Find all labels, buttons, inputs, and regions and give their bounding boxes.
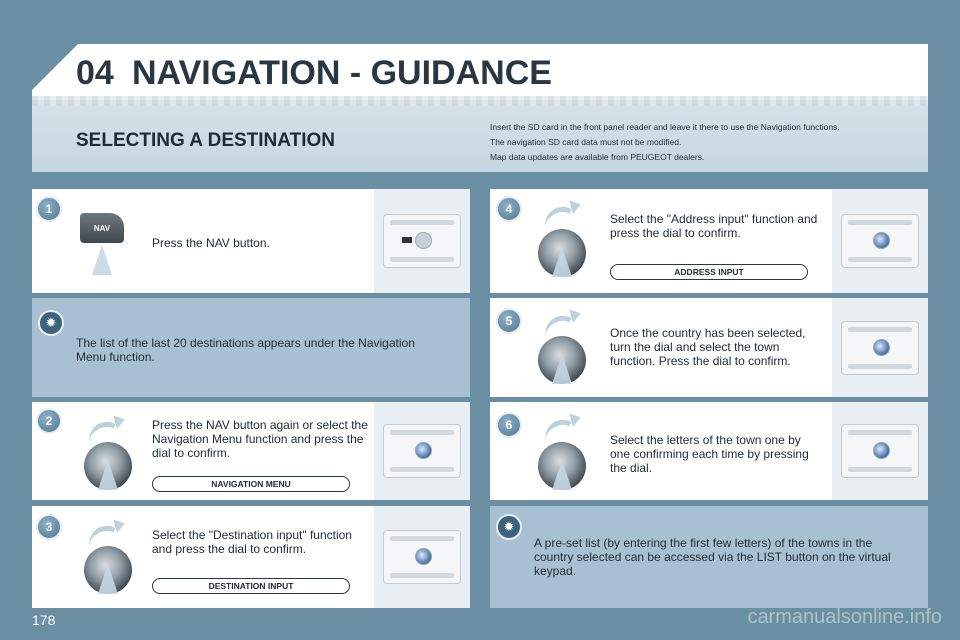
notes-block (490, 120, 920, 165)
step-4-badge: 4 (496, 196, 522, 222)
band-decoration (32, 96, 928, 106)
tip-1-panel (32, 298, 470, 397)
radio-unit-icon (841, 424, 919, 478)
step-5-text: Once the country has been selected, turn the dial and select the town function. Press the dial to confirm. (610, 326, 806, 368)
nav-key-label: NAV (93, 223, 111, 233)
step-6-panel (490, 402, 928, 500)
radio-thumbnail (374, 189, 470, 293)
step-5-badge: 5 (496, 308, 522, 334)
radio-thumbnail (832, 402, 928, 500)
note-map-updates: Map data updates are available from PEUGEOT dealers. (490, 152, 705, 162)
step-2-text: Press the NAV button again or select the Navigation Menu function and press the dial to confirm. (152, 418, 368, 460)
tip-1-text: The list of the last 20 destinations appears under the Navigation Menu function. (76, 336, 415, 364)
radio-thumbnail (832, 298, 928, 397)
dial-highlight-icon (873, 442, 890, 459)
press-arrow-icon (552, 354, 572, 384)
step-1-text: Press the NAV button. (152, 236, 270, 250)
step-3-badge: 3 (36, 514, 62, 540)
destination-input-pill: DESTINATION INPUT (152, 578, 350, 594)
radio-unit-icon (841, 214, 919, 268)
chapter-title: NAVIGATION - GUIDANCE (132, 54, 552, 92)
radio-unit-icon (383, 530, 461, 584)
tip-2-text: A pre-set list (by entering the first few letters) of the towns in the country selected can be accessed via the LIST button on the virtual keypad. (534, 536, 891, 578)
watermark: carmanualsonline.info (747, 606, 942, 628)
radio-unit-icon (841, 321, 919, 375)
tip-2-lightbulb-icon: ✹ (496, 514, 522, 540)
navigation-menu-pill: NAVIGATION MENU (152, 476, 350, 492)
radio-unit-icon (383, 424, 461, 478)
nav-key-highlight-icon (402, 237, 412, 243)
press-arrow-icon (98, 460, 118, 490)
step-2-badge: 2 (36, 408, 62, 434)
step-3-panel (32, 506, 470, 608)
dial-icon (415, 232, 432, 249)
press-arrow-icon (552, 460, 572, 490)
step-2-panel (32, 402, 470, 500)
dial-highlight-icon (415, 442, 432, 459)
step-1-panel (32, 189, 470, 293)
tip-2-panel (490, 506, 928, 608)
step-6-text: Select the letters of the town one by one confirming each time by pressing the dial. (610, 433, 809, 475)
dial-highlight-icon (873, 339, 890, 356)
note-sd-card: Insert the SD card in the front panel reader and leave it there to use the Navigation functions. (490, 122, 840, 132)
press-arrow-icon (98, 564, 118, 594)
note-sd-data: The navigation SD card data must not be modified. (490, 137, 682, 147)
step-4-panel (490, 189, 928, 293)
press-arrow-icon (552, 247, 572, 277)
header-corner-fold (32, 44, 78, 90)
radio-unit-icon (383, 214, 461, 268)
nav-button-icon (80, 213, 124, 243)
radio-thumbnail (374, 402, 470, 500)
dial-highlight-icon (415, 548, 432, 565)
radio-thumbnail (374, 506, 470, 608)
step-3-text: Select the "Destination input" function and press the dial to confirm. (152, 528, 352, 556)
radio-thumbnail (832, 189, 928, 293)
step-5-panel (490, 298, 928, 397)
section-title: SELECTING A DESTINATION (76, 130, 335, 151)
step-4-text: Select the "Address input" function and press the dial to confirm. (610, 212, 818, 240)
chapter-number: 04 (76, 54, 114, 92)
step-6-badge: 6 (496, 412, 522, 438)
address-input-pill: ADDRESS INPUT (610, 264, 808, 280)
press-arrow-icon (92, 245, 112, 275)
step-1-badge: 1 (36, 196, 62, 222)
tip-1-lightbulb-icon: ✹ (38, 310, 64, 336)
page-number: 178 (32, 612, 56, 628)
dial-highlight-icon (873, 232, 890, 249)
